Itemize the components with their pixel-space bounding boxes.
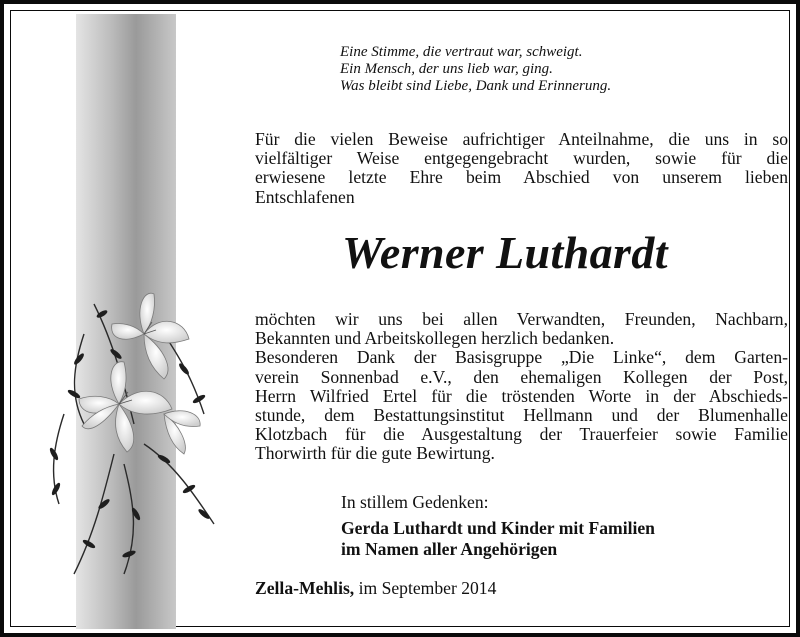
deceased-name: Werner Luthardt (342, 227, 668, 278)
signer-line: im Namen aller Angehörigen (341, 539, 558, 559)
verse-line: Was bleibt sind Liebe, Dank und Erinnerung. (340, 78, 612, 94)
signer-line: Gerda Luthardt und Kinder mit Familien (341, 518, 655, 538)
text-line: verein Sonnenbad e.V., den ehemaligen Kollegen der Post, (255, 366, 788, 387)
text-line: Herrn Wilfried Ertel für die tröstenden Worte in der Abschieds- (255, 385, 788, 406)
text-line: Besonderen Dank der Basisgruppe „Die Linke“, dem Garten- (255, 347, 788, 368)
text-line: vielfältiger Weise entgegengebracht wurden, sowie für die (255, 148, 788, 169)
closing-label: In stillem Gedenken: (341, 492, 489, 512)
verse-line: Eine Stimme, die vertraut war, schweigt. (340, 44, 583, 60)
signers (341, 518, 655, 560)
intro-paragraph (255, 130, 788, 207)
thanks-paragraph (255, 310, 788, 464)
text-line: stunde, dem Bestattungsinstitut Hellmann und der Blumenhalle (255, 405, 788, 426)
text-line: erwiesene letzte Ehre beim Abschied von unserem lieben (255, 167, 788, 188)
text-line: möchten wir uns bei allen Verwandten, Freunden, Nachbarn, (255, 309, 788, 329)
lily-bouquet-illustration (24, 274, 234, 584)
place-date (255, 578, 496, 599)
text-line: Entschlafenen (255, 186, 355, 207)
text-line: Klotzbach für die Ausgestaltung der Trauerfeier sowie Familie (255, 424, 788, 445)
text-line: Für die vielen Beweise aufrichtiger Anteilnahme, die uns in so (255, 129, 788, 149)
memorial-verse (340, 44, 760, 95)
text-line: Bekannten und Arbeitskollegen herzlich bedanken. (255, 328, 615, 349)
verse-line: Ein Mensch, der uns lieb war, ging. (340, 61, 553, 77)
place: Zella-Mehlis, (255, 578, 355, 598)
date: im September 2014 (358, 578, 497, 598)
text-line: Thorwirth für die gute Bewirtung. (255, 443, 495, 464)
